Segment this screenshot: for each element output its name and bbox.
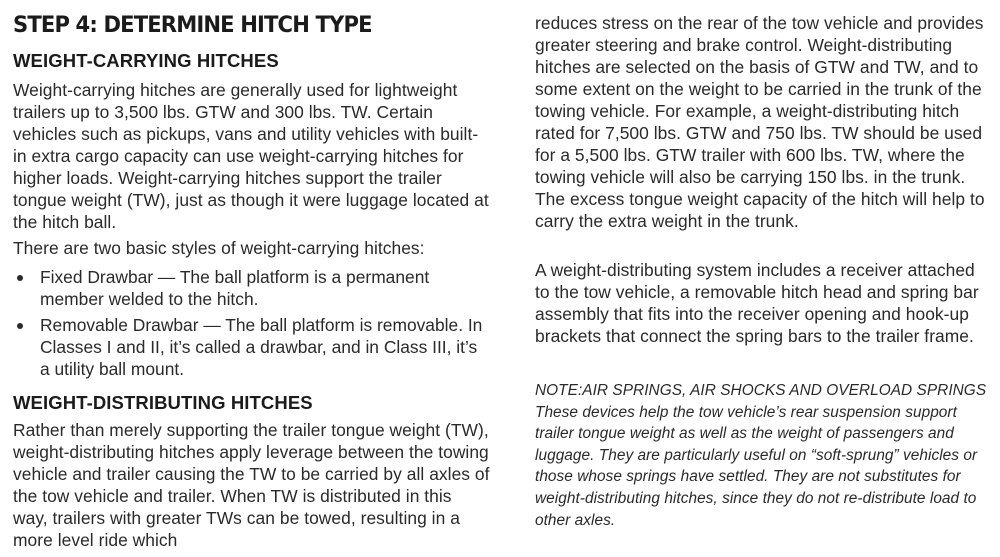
weight-distributing-paragraph-right: reduces stress on the rear of the tow vehicle and provides greater steering and brake control. Weight-distributing hitches are selected on the basis of GTW and TW, and to some extent on the weight to be carried in the trunk of the towing vehicle. For example, a weight-distributing hitch rated for 7,500 lbs. GTW and 750 lbs. TW should be used for a 5,500 lbs. GTW trailer with 600 lbs. TW, where the towing vehicle will also be carrying 150 lbs. in the trunk. The excess tongue weight capacity of the hitch will help to carry the extra weight in the trunk. (535, 13, 985, 231)
bullet-icon (17, 275, 23, 281)
weight-distributing-system-paragraph: A weight-distributing system includes a receiver attached to the tow vehicle, a removable hitch head and spring bar assembly that fits into the receiver opening and hook-up brackets that connect the spring bars to the trailer frame. (535, 260, 979, 346)
weight-carrying-heading: WEIGHT-CARRYING HITCHES (13, 50, 279, 71)
air-springs-note: NOTE:AIR SPRINGS, AIR SHOCKS AND OVERLOAD SPRINGS These devices help the tow vehicle’s rear suspension support trailer tongue weight as well as the weight of passengers and luggage. They are particularly useful on “soft-sprung” vehicles or those whose springs have settled. They are not substitutes for weight-distributing hitches, since they do not re-distribute load to other axles. (535, 382, 987, 529)
bullet-icon (17, 323, 23, 329)
bullet-text-fixed-drawbar: Fixed Drawbar — The ball platform is a permanent member welded to the hitch. (40, 267, 430, 309)
weight-distributing-heading: WEIGHT-DISTRIBUTING HITCHES (13, 392, 313, 413)
bullet-text-removable-drawbar: Removable Drawbar — The ball platform is removable. In Classes I and II, it’s called a drawbar, and in Class III, it’s a utility ball mount. (40, 315, 483, 379)
list-item (13, 314, 491, 380)
step-title: STEP 4: DETERMINE HITCH TYPE (13, 13, 372, 38)
weight-carrying-paragraph: Weight-carrying hitches are generally used for lightweight trailers up to 3,500 lbs. GTW and 300 lbs. TW. Certain vehicles such as pickups, vans and utility vehicles with built-in extra cargo capacity can use weight-carrying hitches for higher loads. Weight-carrying hitches support the trailer tongue weight (TW), just as though it were luggage located at the hitch ball. (13, 80, 489, 232)
hitch-styles-intro: There are two basic styles of weight-carrying hitches: (13, 238, 425, 258)
hitch-styles-list (13, 266, 491, 384)
list-item (13, 266, 491, 310)
weight-distributing-paragraph-left: Rather than merely supporting the trailer tongue weight (TW), weight-distributing hitches apply leverage between the towing vehicle and trailer causing the TW to be carried by all axles of the tow vehicle and trailer. When TW is distributed in this way, trailers with greater TWs can be towed, resulting in a more level ride which (13, 420, 490, 550)
